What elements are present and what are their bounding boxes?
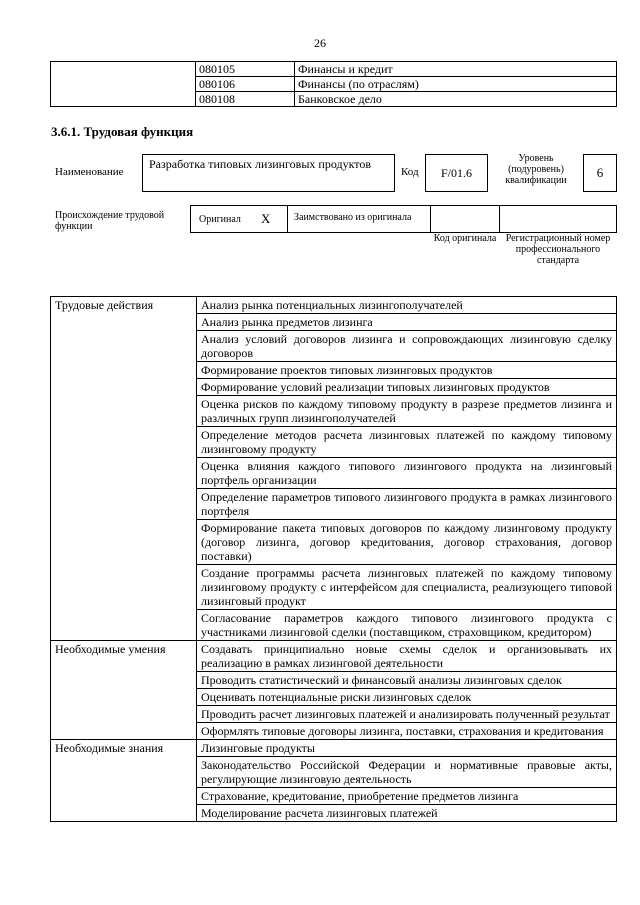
specialty-name: Финансы (по отраслям) [295,77,617,92]
specialty-code: 080105 [196,62,295,77]
specialty-name: Банковское дело [295,92,617,107]
table-row [51,641,617,672]
level-box [583,154,617,192]
item-cell: Оценка влияния каждого типового лизингового продукта на лизинговый портфель организации [197,458,617,489]
borrowed-label: Заимствовано из оригинала [294,212,412,223]
function-name: Разработка типовых лизинговых продуктов [149,157,371,171]
specialty-code: 080108 [196,92,295,107]
original-code-caption: Код оригинала [433,233,497,244]
specialty-name: Финансы и кредит [295,62,617,77]
reg-number-box [499,205,617,233]
function-name-box [142,154,395,192]
item-cell: Лизинговые продукты [197,740,617,757]
item-cell: Проводить расчет лизинговых платежей и анализировать полученный результат [197,706,617,723]
item-cell: Формирование условий реализации типовых лизинговых продуктов [197,379,617,396]
labor-function-table [50,296,617,822]
function-code: F/01.6 [440,166,472,180]
page-number: 26 [314,36,326,50]
item-cell: Оценка рисков по каждому типовому продукту в разрезе предметов лизинга и различных групп лизингополучателей [197,396,617,427]
item-cell: Формирование пакета типовых договоров по каждому лизинговому продукту (договор лизинга, договор кредитования, договор страхования, договор поставки) [197,520,617,565]
item-cell: Формирование проектов типовых лизинговых продуктов [197,362,617,379]
item-cell: Оформлять типовые договоры лизинга, поставки, страхования и кредитования [197,723,617,740]
item-cell: Анализ рынка потенциальных лизингополучателей [197,297,617,314]
level-label: Уровень (подуровень) квалификации [505,153,567,186]
item-cell: Создание программы расчета лизинговых платежей по каждому типовому лизинговому продукту с интерфейсом для специалиста, реализующего типовой лизинговый продукт [197,565,617,610]
table-row [51,297,617,314]
original-box [190,205,288,233]
original-label: Оригинал [199,214,241,225]
level-value: 6 [596,165,604,180]
specialty-row [51,62,617,77]
item-cell: Определение параметров типового лизингового продукта в рамках лизингового портфеля [197,489,617,520]
category-cell: Трудовые действия [51,297,197,641]
specialty-code: 080106 [196,77,295,92]
table-row [51,740,617,757]
category-cell: Необходимые знания [51,740,197,822]
name-label: Наименование [55,166,124,178]
specialty-table [50,61,617,107]
code-label: Код [401,166,419,178]
reg-number-caption: Регистрационный номер профессионального стандарта [505,233,611,266]
borrowed-box [287,205,431,233]
item-cell: Моделирование расчета лизинговых платежей [197,805,617,822]
item-cell: Анализ условий договоров лизинга и сопровождающих лизинговую сделку договоров [197,331,617,362]
item-cell: Страхование, кредитование, приобретение предметов лизинга [197,788,617,805]
item-cell: Проводить статистический и финансовый анализы лизинговых сделок [197,672,617,689]
item-cell: Анализ рынка предметов лизинга [197,314,617,331]
item-cell: Создавать принципиально новые схемы сделок и организовывать их реализацию в рамках лизинговой деятельности [197,641,617,672]
item-cell: Определение методов расчета лизинговых платежей по каждому типовому лизинговому продукту [197,427,617,458]
original-code-box [430,205,500,233]
empty-cell [51,62,196,107]
origin-label: Происхождение трудовой функции [55,210,165,232]
section-title: 3.6.1. Трудовая функция [51,124,194,139]
category-cell: Необходимые умения [51,641,197,740]
item-cell: Согласование параметров каждого типового лизингового продукта с участниками лизинговой сделки (поставщиком, страховщиком, кредитором) [197,610,617,641]
item-cell: Оценивать потенциальные риски лизинговых сделок [197,689,617,706]
function-code-box [425,154,488,192]
original-mark: X [261,211,271,226]
item-cell: Законодательство Российской Федерации и нормативные правовые акты, регулирующие лизинговую деятельность [197,757,617,788]
